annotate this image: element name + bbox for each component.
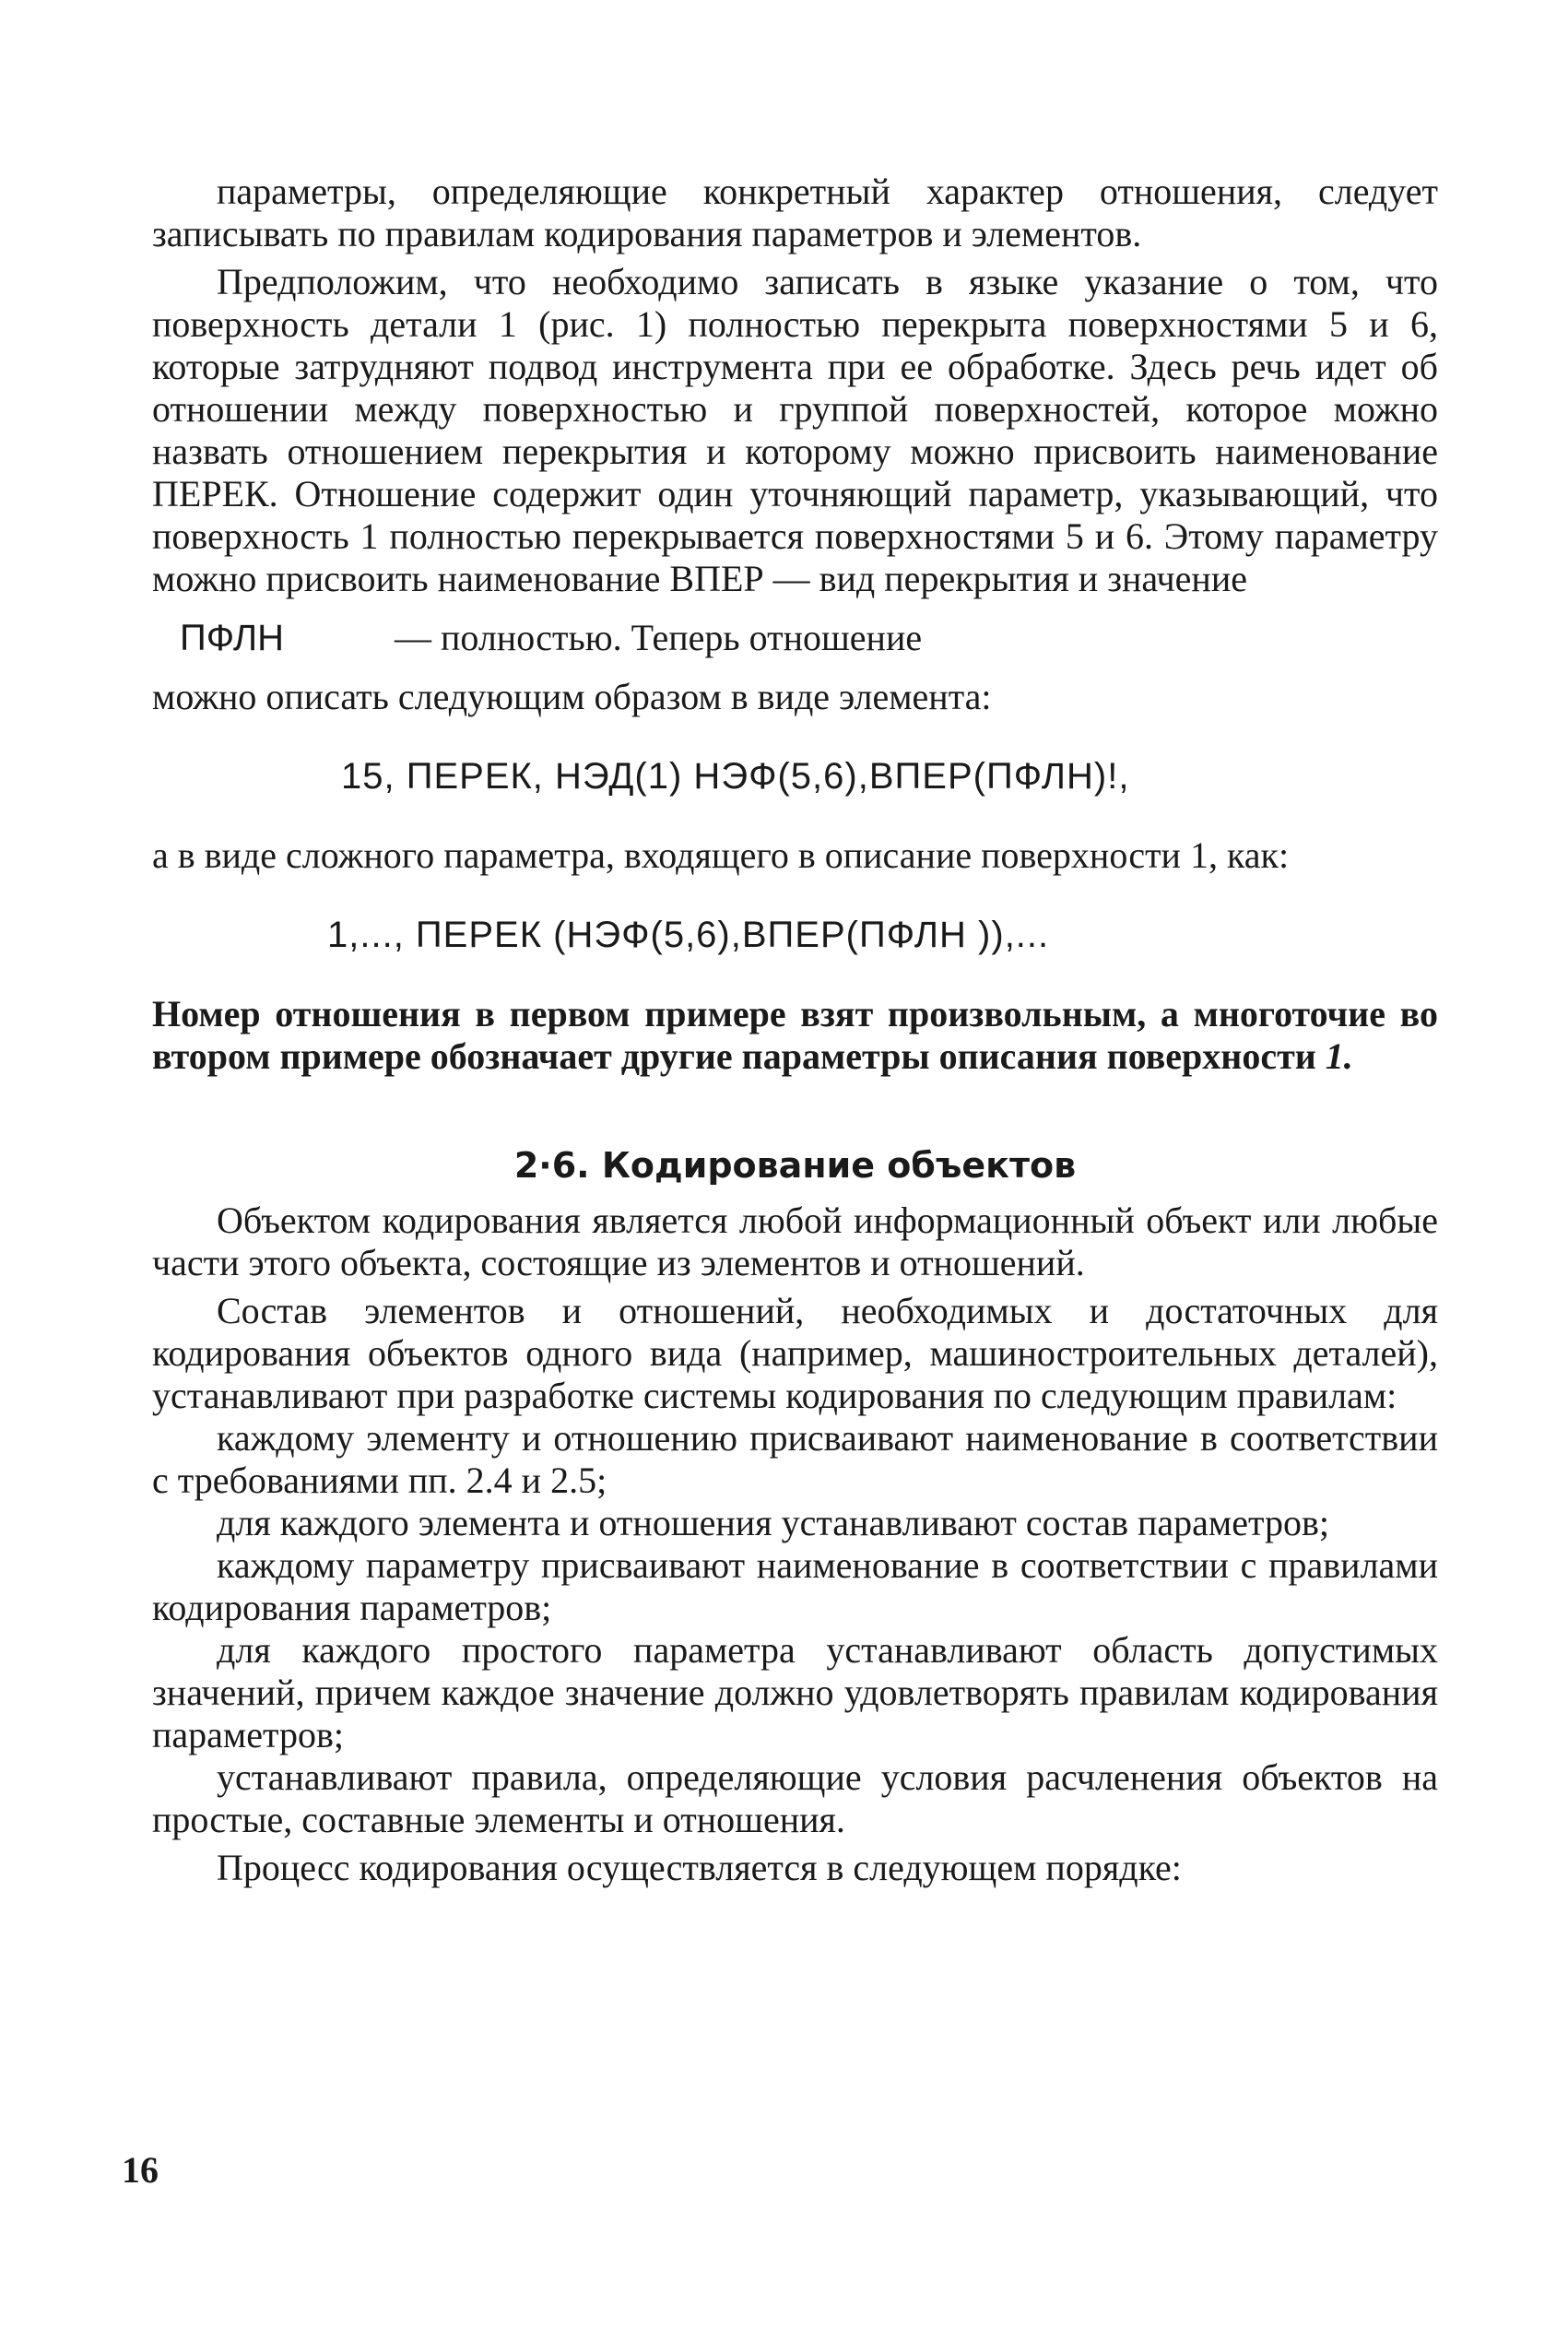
paragraph-2-text: Предположим, что необходимо записать в языке указание о том, что поверхность детали 1 (рис. 1) полностью перекрыта поверхностями 5 и 6, которые затрудняют подвод инструмента при ее обработке. Здесь речь идет об отношении между поверхностью и группой поверхностей, которое можно назвать отношением перекрытия и которому можно присвоить наименование ПЕРЕК. Отношение содержит один уточняющий параметр, указывающий, что поверхность 1 полностью перекрывается поверхностями 5 и 6. Этому параметру можно присвоить наименование ВПЕР — вид перекрытия и значение xyxy=(152,261,1438,599)
formula-element: 15, ПЕРЕК, НЭД(1) НЭФ(5,6),ВПЕР(ПФЛН)!, xyxy=(341,756,1130,797)
paragraph-4-text: Номер отношения в первом примере взят произвольным, а многоточие во втором примере обозначает другие параметры описания поверхности xyxy=(152,993,1438,1077)
paragraph-4 xyxy=(152,993,1438,1078)
list-item-1: каждому элементу и отношению присваивают наименование в соответствии с требованиями пп. 2.4 и 2.5; xyxy=(152,1417,1438,1501)
section-heading: 2·6. Кодирование объектов xyxy=(513,1145,1077,1186)
paragraph-2-continuation xyxy=(152,617,1438,659)
list-item-2: для каждого элемента и отношения устанавливают состав параметров; xyxy=(217,1502,1329,1543)
paragraph-2-end: можно описать следующим образом в виде элемента: xyxy=(152,676,992,717)
paragraph-6: Состав элементов и отношений, необходимых и достаточных для кодирования объектов одного вида (например, машиностроительных деталей), устанавливают при разработке системы кодирования по следующим правилам: xyxy=(152,1290,1438,1416)
list-item-3: каждому параметру присваивают наименование в соответствии с правилами кодирования параметров; xyxy=(152,1544,1438,1628)
value-description: — полностью. Теперь отношение xyxy=(394,617,923,658)
paragraph-1: параметры, определяющие конкретный характер отношения, следует записывать по правилам кодирования параметров и элементов. xyxy=(152,171,1438,254)
list-item-5: устанавливают правила, определяющие условия расчленения объектов на простые, составные элементы и отношения. xyxy=(152,1756,1438,1840)
paragraph-4-ref: 1. xyxy=(1325,1035,1353,1077)
formula-complex-parameter: 1,..., ПЕРЕК (НЭФ(5,6),ВПЕР(ПФЛН )),... xyxy=(327,915,1050,955)
list-item-4: для каждого простого параметра устанавливают область допустимых значений, причем каждое значение должно удовлетворять правилам кодирования параметров; xyxy=(152,1629,1438,1755)
paragraph-5: Объектом кодирования является любой информационный объект или любые части этого объекта, состоящие из элементов и отношений. xyxy=(152,1200,1438,1283)
value-code: ПФЛН xyxy=(180,618,284,658)
paragraph-2 xyxy=(152,261,1438,600)
paragraph-3: а в виде сложного параметра, входящего в описание поверхности 1, как: xyxy=(152,834,1290,876)
page-number: 16 xyxy=(122,2149,159,2191)
paragraph-7: Процесс кодирования осуществляется в следующем порядке: xyxy=(217,1847,1182,1888)
page-body xyxy=(152,171,1438,1889)
